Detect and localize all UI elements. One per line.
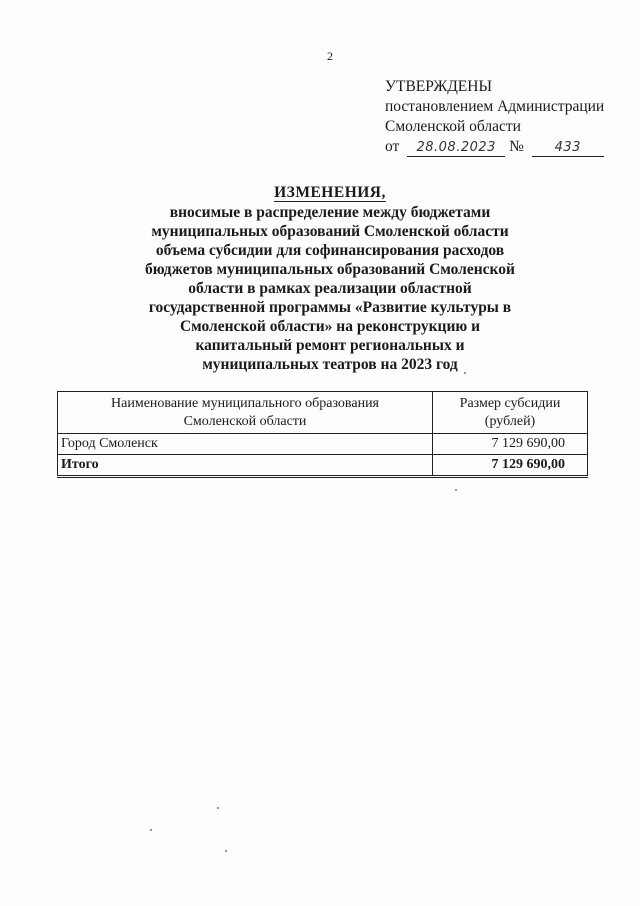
approval-title: УТВЕРЖДЕНЫ xyxy=(385,78,492,95)
header-subsidy xyxy=(433,392,588,434)
document-heading xyxy=(0,183,640,374)
heading-line: муниципальных образований Смоленской области xyxy=(151,223,509,240)
heading-line: Смоленской области» на реконструкцию и xyxy=(179,318,481,335)
table-total-row xyxy=(58,455,588,477)
approval-block xyxy=(385,77,604,157)
scan-speck xyxy=(217,807,219,809)
header-municipality xyxy=(58,392,433,434)
approval-region: Смоленской области xyxy=(385,118,521,135)
heading-line: объема субсидии для софинансирования расходов xyxy=(155,242,505,259)
number-field xyxy=(532,139,604,157)
heading-line: вносимые в распределение между бюджетами xyxy=(169,204,491,221)
row-amount: 7 129 690,00 xyxy=(433,434,588,455)
header-municipality-line2: Смоленской области xyxy=(183,414,307,429)
table-header-row xyxy=(58,392,588,434)
total-amount: 7 129 690,00 xyxy=(433,455,588,477)
page-number: 2 xyxy=(327,49,333,63)
header-subsidy-line1: Размер субсидии xyxy=(459,396,561,411)
date-prefix: от xyxy=(385,138,400,155)
heading-line: государственной программы «Развитие культуры в xyxy=(148,299,512,316)
heading-line: капитальный ремонт региональных и xyxy=(195,337,465,354)
heading-title-wrap xyxy=(0,183,640,202)
date-field xyxy=(407,139,505,157)
scan-speck xyxy=(455,489,457,491)
handwritten-date: 28.08.2023 xyxy=(416,140,496,155)
total-label: Итого xyxy=(58,455,433,477)
scan-speck xyxy=(464,372,466,374)
approval-resolution: постановлением Администрации xyxy=(385,98,605,115)
scan-speck xyxy=(150,829,152,831)
table-row xyxy=(58,434,588,455)
handwritten-number: 433 xyxy=(554,140,581,155)
header-municipality-line1: Наименование муниципального образования xyxy=(111,396,379,411)
heading-line: бюджетов муниципальных образований Смоленской xyxy=(145,261,515,278)
subsidy-table-wrap xyxy=(57,391,588,478)
approval-date-number xyxy=(385,137,604,157)
number-prefix: № xyxy=(509,138,524,155)
row-municipality: Город Смоленск xyxy=(58,434,433,455)
heading-title: ИЗМЕНЕНИЯ, xyxy=(274,184,386,201)
heading-line: области в рамках реализации областной xyxy=(188,280,472,297)
heading-line: муниципальных театров на 2023 год xyxy=(202,356,458,373)
header-subsidy-line2: (рублей) xyxy=(484,414,536,429)
subsidy-table xyxy=(57,391,588,478)
scan-speck xyxy=(225,850,227,852)
